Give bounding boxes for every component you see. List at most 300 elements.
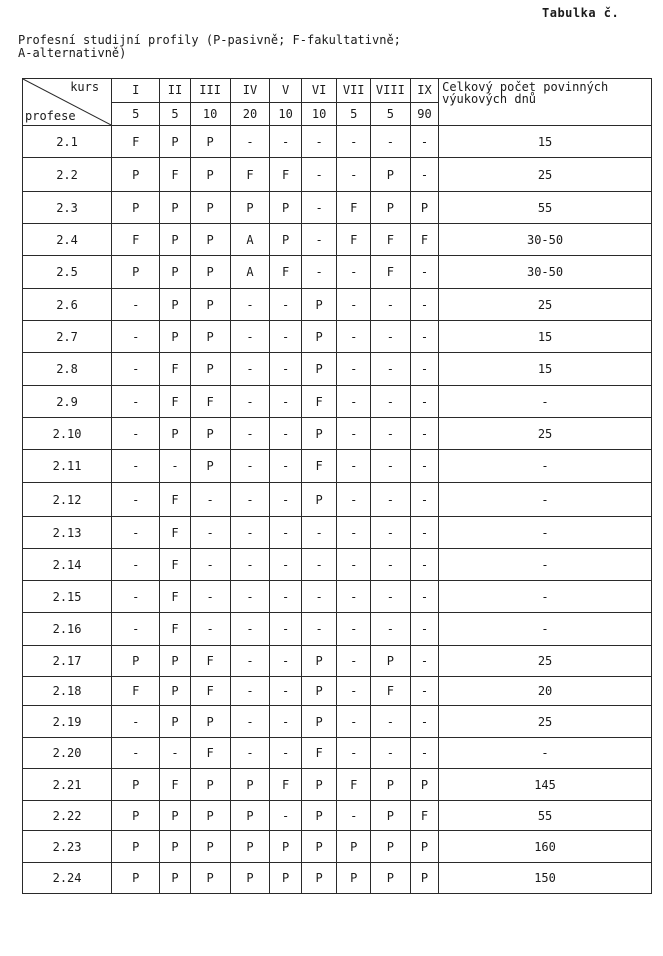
course-cell: -	[337, 549, 371, 581]
course-cell: -	[337, 289, 371, 321]
table-row	[23, 353, 652, 386]
course-cell: -	[370, 353, 410, 386]
course-cell: -	[337, 677, 371, 706]
total-days: 160	[439, 831, 652, 863]
course-cell: -	[410, 613, 438, 646]
course-cell: -	[270, 450, 301, 483]
profession-code: 2.8	[23, 353, 112, 386]
course-cell: F	[337, 769, 371, 801]
course-cell: P	[190, 158, 230, 192]
table-row	[23, 581, 652, 613]
course-cell: -	[337, 418, 371, 450]
course-cell: P	[301, 677, 337, 706]
course-cell: -	[301, 192, 337, 224]
profession-code: 2.7	[23, 321, 112, 353]
course-cell: -	[337, 321, 371, 353]
course-cell: -	[270, 353, 301, 386]
course-cell: -	[410, 386, 438, 418]
course-hours-i: 5	[112, 102, 160, 126]
course-cell: -	[112, 738, 160, 769]
course-cell: P	[190, 801, 230, 831]
corner-label-profession: profese	[25, 109, 76, 123]
course-hours-ix: 90	[410, 102, 438, 126]
course-cell: -	[270, 126, 301, 158]
course-cell: P	[301, 353, 337, 386]
profession-code: 2.3	[23, 192, 112, 224]
table-row	[23, 677, 652, 706]
course-cell: -	[270, 418, 301, 450]
course-cell: -	[337, 517, 371, 549]
course-cell: -	[160, 738, 190, 769]
course-cell: -	[112, 321, 160, 353]
table-row	[23, 418, 652, 450]
course-cell: -	[112, 289, 160, 321]
course-cell: P	[370, 801, 410, 831]
total-days: -	[439, 483, 652, 517]
course-cell: -	[270, 738, 301, 769]
course-cell: P	[301, 418, 337, 450]
page-label: Tabulka č.	[542, 6, 620, 20]
course-cell: P	[270, 831, 301, 863]
table-row	[23, 769, 652, 801]
course-cell: P	[230, 192, 270, 224]
course-cell: -	[270, 581, 301, 613]
course-cell: P	[270, 863, 301, 894]
total-days: 15	[439, 126, 652, 158]
course-cell: -	[230, 289, 270, 321]
course-cell: P	[112, 646, 160, 677]
course-cell: P	[270, 224, 301, 256]
course-cell: -	[230, 706, 270, 738]
course-header-vi: VI	[301, 79, 337, 103]
course-cell: -	[301, 126, 337, 158]
profession-code: 2.11	[23, 450, 112, 483]
total-days: -	[439, 581, 652, 613]
table-row	[23, 549, 652, 581]
course-cell: F	[160, 386, 190, 418]
profession-code: 2.4	[23, 224, 112, 256]
course-cell: P	[190, 769, 230, 801]
course-cell: P	[370, 646, 410, 677]
table-row	[23, 613, 652, 646]
table-row	[23, 192, 652, 224]
total-days: 25	[439, 646, 652, 677]
course-cell: -	[190, 613, 230, 646]
course-header-vii: VII	[337, 79, 371, 103]
course-hours-vii: 5	[337, 102, 371, 126]
course-cell: -	[230, 321, 270, 353]
course-cell: -	[410, 738, 438, 769]
course-cell: -	[337, 801, 371, 831]
course-cell: -	[410, 581, 438, 613]
table-row	[23, 646, 652, 677]
profession-code: 2.9	[23, 386, 112, 418]
total-days: -	[439, 386, 652, 418]
course-cell: -	[190, 581, 230, 613]
course-cell: P	[190, 321, 230, 353]
course-hours-ii: 5	[160, 102, 190, 126]
total-days: 25	[439, 289, 652, 321]
table-row	[23, 801, 652, 831]
course-cell: P	[410, 769, 438, 801]
course-cell: F	[190, 646, 230, 677]
course-cell: -	[410, 353, 438, 386]
course-cell: -	[410, 256, 438, 289]
course-cell: -	[410, 289, 438, 321]
course-cell: F	[301, 386, 337, 418]
course-cell: -	[112, 706, 160, 738]
course-hours-iii: 10	[190, 102, 230, 126]
course-cell: P	[160, 706, 190, 738]
course-cell: A	[230, 224, 270, 256]
course-cell: P	[112, 769, 160, 801]
table-caption: Profesní studijní profily (P-pasivně; F-fakultativně; A-alternativně)	[18, 33, 401, 60]
course-cell: -	[410, 646, 438, 677]
course-cell: -	[370, 386, 410, 418]
course-cell: P	[301, 483, 337, 517]
table-row	[23, 863, 652, 894]
course-cell: -	[370, 517, 410, 549]
total-days: 150	[439, 863, 652, 894]
total-days: 55	[439, 192, 652, 224]
course-cell: -	[337, 158, 371, 192]
course-cell: -	[301, 581, 337, 613]
course-cell: -	[337, 126, 371, 158]
table-row	[23, 126, 652, 158]
total-days: 145	[439, 769, 652, 801]
course-cell: P	[301, 801, 337, 831]
profiles-table	[22, 78, 652, 894]
course-cell: -	[112, 386, 160, 418]
course-cell: F	[370, 256, 410, 289]
table-row	[23, 450, 652, 483]
course-cell: P	[410, 863, 438, 894]
course-cell: F	[270, 769, 301, 801]
course-cell: -	[337, 386, 371, 418]
course-cell: P	[230, 863, 270, 894]
profession-code: 2.22	[23, 801, 112, 831]
course-cell: -	[337, 581, 371, 613]
course-cell: -	[112, 581, 160, 613]
course-cell: P	[270, 192, 301, 224]
course-cell: -	[230, 353, 270, 386]
course-cell: F	[410, 224, 438, 256]
course-cell: P	[112, 158, 160, 192]
course-hours-viii: 5	[370, 102, 410, 126]
course-cell: -	[410, 321, 438, 353]
course-cell: -	[230, 386, 270, 418]
table-row	[23, 256, 652, 289]
course-cell: P	[301, 831, 337, 863]
course-cell: P	[160, 801, 190, 831]
course-cell: -	[190, 517, 230, 549]
course-cell: -	[410, 549, 438, 581]
course-header-v: V	[270, 79, 301, 103]
course-cell: -	[270, 706, 301, 738]
course-cell: F	[190, 386, 230, 418]
course-cell: -	[337, 256, 371, 289]
course-cell: -	[270, 517, 301, 549]
course-cell: P	[160, 224, 190, 256]
course-cell: P	[160, 321, 190, 353]
course-cell: -	[370, 418, 410, 450]
course-header-viii: VIII	[370, 79, 410, 103]
course-cell: -	[230, 677, 270, 706]
course-cell: -	[370, 738, 410, 769]
course-cell: -	[370, 483, 410, 517]
course-cell: P	[160, 418, 190, 450]
course-cell: -	[230, 450, 270, 483]
course-cell: -	[112, 517, 160, 549]
course-cell: P	[337, 831, 371, 863]
course-cell: P	[190, 418, 230, 450]
course-cell: -	[270, 386, 301, 418]
course-cell: F	[160, 483, 190, 517]
total-days: -	[439, 738, 652, 769]
total-days: -	[439, 613, 652, 646]
profession-code: 2.16	[23, 613, 112, 646]
course-cell: -	[301, 613, 337, 646]
course-cell: P	[190, 353, 230, 386]
course-cell: P	[112, 801, 160, 831]
course-cell: -	[112, 549, 160, 581]
course-cell: P	[160, 289, 190, 321]
course-cell: -	[112, 450, 160, 483]
course-cell: P	[337, 863, 371, 894]
total-days: -	[439, 450, 652, 483]
total-days: 55	[439, 801, 652, 831]
course-cell: P	[190, 192, 230, 224]
corner-label-course: kurs	[70, 80, 100, 94]
course-cell: P	[160, 192, 190, 224]
course-cell: -	[160, 450, 190, 483]
table-row	[23, 386, 652, 418]
course-cell: P	[370, 831, 410, 863]
table-row	[23, 224, 652, 256]
course-cell: F	[301, 738, 337, 769]
profession-code: 2.21	[23, 769, 112, 801]
course-cell: -	[270, 289, 301, 321]
course-cell: -	[112, 353, 160, 386]
course-cell: -	[190, 483, 230, 517]
course-cell: P	[112, 863, 160, 894]
course-cell: -	[112, 418, 160, 450]
course-cell: -	[370, 581, 410, 613]
course-cell: -	[337, 706, 371, 738]
course-cell: P	[190, 450, 230, 483]
course-cell: F	[190, 677, 230, 706]
total-days: 30-50	[439, 256, 652, 289]
course-cell: -	[190, 549, 230, 581]
profession-code: 2.18	[23, 677, 112, 706]
profession-code: 2.13	[23, 517, 112, 549]
course-cell: F	[337, 192, 371, 224]
course-cell: P	[230, 831, 270, 863]
course-cell: -	[270, 613, 301, 646]
course-cell: -	[230, 646, 270, 677]
course-cell: F	[160, 581, 190, 613]
course-cell: -	[112, 483, 160, 517]
corner-cell	[23, 79, 112, 126]
course-cell: P	[112, 192, 160, 224]
course-cell: -	[337, 613, 371, 646]
course-cell: P	[190, 863, 230, 894]
profession-code: 2.20	[23, 738, 112, 769]
course-cell: -	[301, 224, 337, 256]
profession-code: 2.5	[23, 256, 112, 289]
table-row	[23, 483, 652, 517]
table-row	[23, 706, 652, 738]
course-cell: A	[230, 256, 270, 289]
course-header-iv: IV	[230, 79, 270, 103]
course-cell: P	[370, 192, 410, 224]
course-cell: P	[410, 831, 438, 863]
course-cell: -	[301, 256, 337, 289]
profession-code: 2.12	[23, 483, 112, 517]
course-cell: P	[230, 769, 270, 801]
profession-code: 2.23	[23, 831, 112, 863]
course-cell: P	[190, 126, 230, 158]
course-cell: -	[370, 126, 410, 158]
course-hours-v: 10	[270, 102, 301, 126]
course-cell: -	[301, 158, 337, 192]
course-cell: F	[410, 801, 438, 831]
profession-code: 2.14	[23, 549, 112, 581]
course-cell: -	[301, 549, 337, 581]
course-cell: P	[160, 677, 190, 706]
course-cell: F	[160, 769, 190, 801]
course-cell: F	[112, 126, 160, 158]
course-cell: P	[160, 126, 190, 158]
profession-code: 2.19	[23, 706, 112, 738]
course-cell: F	[370, 677, 410, 706]
course-header-iii: III	[190, 79, 230, 103]
course-cell: -	[337, 353, 371, 386]
course-cell: P	[301, 769, 337, 801]
course-cell: -	[370, 289, 410, 321]
course-cell: P	[370, 769, 410, 801]
course-cell: F	[160, 158, 190, 192]
course-cell: -	[410, 158, 438, 192]
course-header-i: I	[112, 79, 160, 103]
course-cell: -	[370, 549, 410, 581]
course-cell: -	[410, 418, 438, 450]
course-header-ix: IX	[410, 79, 438, 103]
total-days: 15	[439, 353, 652, 386]
course-cell: P	[370, 158, 410, 192]
course-cell: -	[230, 613, 270, 646]
table-row	[23, 517, 652, 549]
course-cell: -	[270, 483, 301, 517]
total-days: 25	[439, 418, 652, 450]
course-cell: F	[337, 224, 371, 256]
total-days: -	[439, 517, 652, 549]
course-cell: -	[230, 418, 270, 450]
course-cell: F	[270, 256, 301, 289]
total-days: -	[439, 549, 652, 581]
course-cell: F	[160, 549, 190, 581]
course-cell: -	[410, 677, 438, 706]
course-cell: P	[160, 863, 190, 894]
course-cell: P	[190, 256, 230, 289]
course-cell: F	[112, 677, 160, 706]
course-cell: -	[410, 517, 438, 549]
course-cell: P	[301, 646, 337, 677]
course-cell: -	[370, 613, 410, 646]
course-cell: -	[230, 581, 270, 613]
profession-code: 2.24	[23, 863, 112, 894]
total-days-header: Celkový počet povinných výukových dnů	[439, 79, 652, 126]
total-days: 25	[439, 706, 652, 738]
course-cell: P	[410, 192, 438, 224]
course-cell: -	[270, 677, 301, 706]
course-cell: -	[370, 450, 410, 483]
course-cell: F	[370, 224, 410, 256]
course-cell: P	[301, 289, 337, 321]
profession-code: 2.6	[23, 289, 112, 321]
course-cell: -	[270, 646, 301, 677]
course-cell: P	[160, 831, 190, 863]
course-cell: F	[160, 353, 190, 386]
course-cell: P	[160, 646, 190, 677]
course-cell: F	[112, 224, 160, 256]
profession-code: 2.10	[23, 418, 112, 450]
table-row	[23, 158, 652, 192]
course-cell: F	[230, 158, 270, 192]
table-row	[23, 831, 652, 863]
course-cell: -	[230, 549, 270, 581]
course-cell: -	[410, 706, 438, 738]
course-cell: -	[410, 450, 438, 483]
course-cell: P	[230, 801, 270, 831]
course-cell: F	[160, 517, 190, 549]
course-cell: -	[112, 613, 160, 646]
course-cell: -	[337, 738, 371, 769]
course-cell: F	[190, 738, 230, 769]
course-cell: -	[410, 126, 438, 158]
profession-code: 2.2	[23, 158, 112, 192]
course-cell: -	[270, 549, 301, 581]
course-cell: -	[230, 517, 270, 549]
profile-rows	[23, 126, 652, 894]
course-cell: -	[230, 483, 270, 517]
course-hours-iv: 20	[230, 102, 270, 126]
course-cell: -	[370, 706, 410, 738]
course-cell: P	[160, 256, 190, 289]
course-cell: -	[301, 517, 337, 549]
course-cell: -	[230, 738, 270, 769]
course-cell: P	[190, 831, 230, 863]
total-days: 20	[439, 677, 652, 706]
course-cell: -	[270, 321, 301, 353]
course-cell: P	[190, 706, 230, 738]
course-cell: F	[301, 450, 337, 483]
course-cell: -	[370, 321, 410, 353]
course-cell: P	[301, 321, 337, 353]
course-cell: -	[337, 646, 371, 677]
course-header-ii: II	[160, 79, 190, 103]
total-days: 15	[439, 321, 652, 353]
table-row	[23, 321, 652, 353]
course-cell: P	[190, 289, 230, 321]
course-cell: P	[190, 224, 230, 256]
course-cell: F	[160, 613, 190, 646]
profession-code: 2.17	[23, 646, 112, 677]
course-cell: P	[301, 706, 337, 738]
course-cell: -	[270, 801, 301, 831]
course-hours-vi: 10	[301, 102, 337, 126]
course-cell: P	[112, 256, 160, 289]
